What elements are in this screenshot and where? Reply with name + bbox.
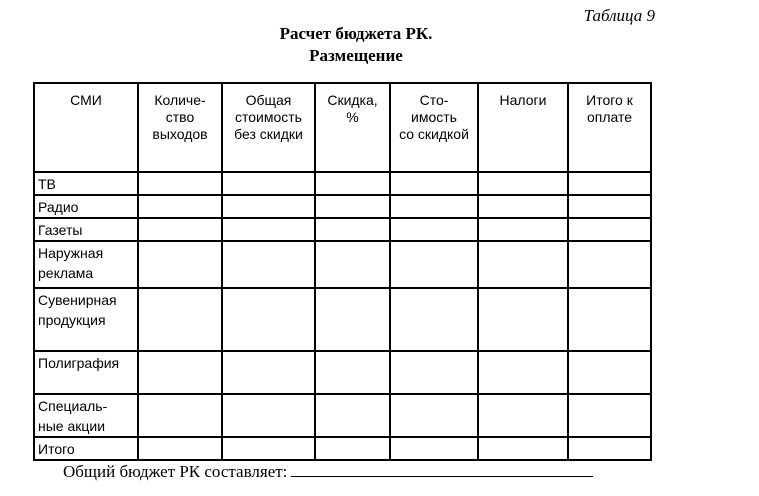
table-row [34,172,651,195]
header-total-before-discount: Общая стоимость без скидки [222,83,315,172]
budget-table [33,82,652,461]
table-row [34,241,651,288]
total-budget-label: Общий бюджет РК составляет: [63,462,288,481]
row-label-newspapers: Газеты [34,218,138,241]
table-row [34,218,651,241]
table-number: Таблица 9 [583,6,655,25]
header-cost-with-discount: Сто- имость со скидкой [390,83,478,172]
row-label-printing: Полиграфия [34,351,138,394]
table-row [34,394,651,437]
table-row [34,288,651,351]
table-row [34,437,651,460]
page-title: Расчет бюджета РК. [279,24,433,43]
page-subtitle: Размещение [309,46,403,65]
header-media: СМИ [34,83,138,172]
table-row [34,351,651,394]
header-taxes: Налоги [478,83,568,172]
table-row [34,195,651,218]
row-label-outdoor-ads: Наружная реклама [34,241,138,288]
total-budget-line [63,460,593,482]
total-budget-blank [291,460,593,477]
row-label-special-events: Специаль- ные акции [34,394,138,437]
header-total-to-pay: Итого к оплате [568,83,651,172]
header-count: Количе- ство выходов [138,83,222,172]
row-label-tv: ТВ [34,172,138,195]
row-label-total: Итого [34,437,138,460]
header-discount: Скидка, % [315,83,390,172]
row-label-radio: Радио [34,195,138,218]
row-label-souvenirs: Сувенирная продукция [34,288,138,351]
header-row [34,83,651,172]
